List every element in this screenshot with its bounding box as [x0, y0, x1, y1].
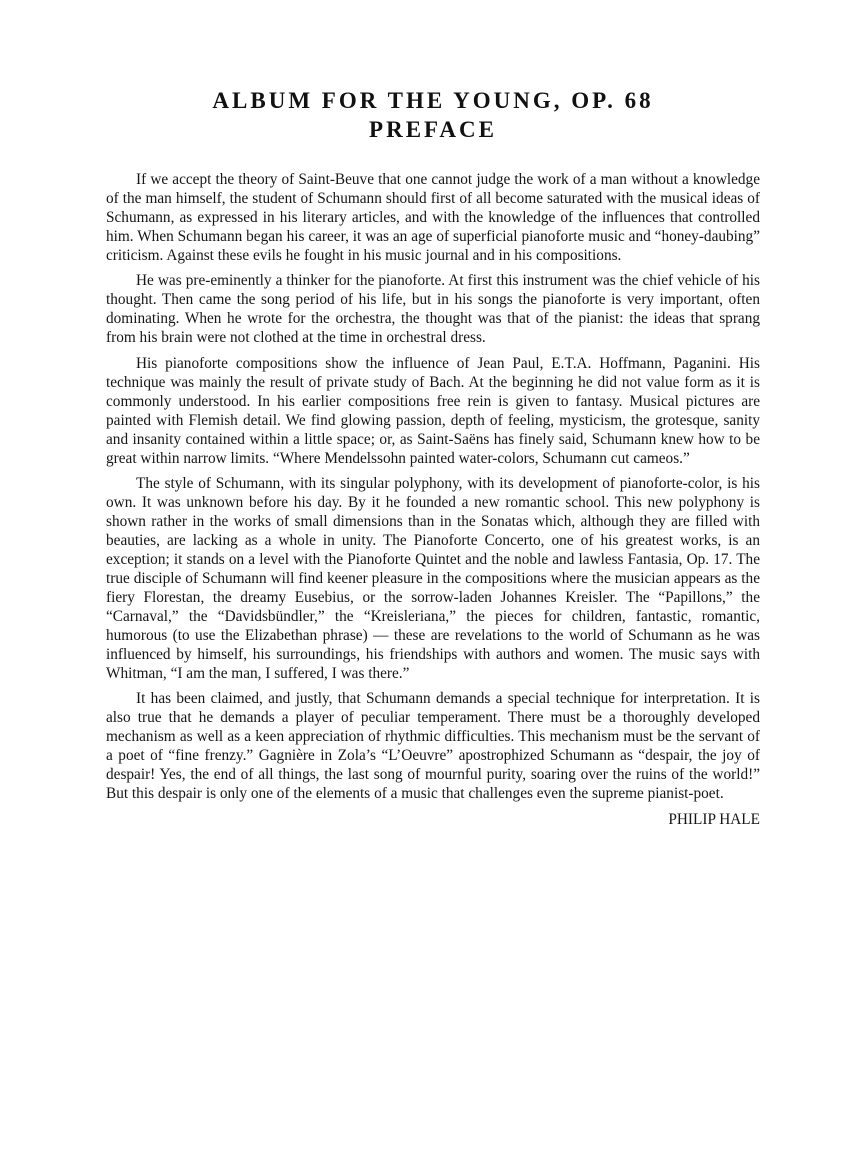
- paragraph-3: His pianoforte compositions show the influence of Jean Paul, E.T.A. Hoffmann, Paganini. His technique was mainly the result of private study of Bach. At the beginning he did not value form as it is commonly understood. In his earlier compositions free rein is given to fantasy. Musical pictures are painted with Flemish detail. We find glowing passion, depth of feeling, mysticism, the grotesque, sanity and insanity contained within a little space; or, as Saint-Saëns has finely said, Schumann knew how to be great within narrow limits. “Where Mendelssohn painted water-colors, Schumann cut cameos.”: [106, 355, 760, 467]
- paragraph-1: If we accept the theory of Saint-Beuve that one cannot judge the work of a man without a knowledge of the man himself, the student of Schumann should first of all become saturated with the musical ideas of Schumann, as expressed in his literary articles, and with the knowledge of the influences that controlled him. When Schumann began his career, it was an age of superficial pianoforte music and “honey-daubing” criticism. Against these evils he fought in his music journal and in his compositions.: [106, 170, 760, 264]
- author-signature: PHILIP HALE: [668, 810, 760, 828]
- paragraph-4: The style of Schumann, with its singular polyphony, with its development of pianoforte-color, is his own. It was unknown before his day. By it he founded a new romantic school. This new polyphony is shown rather in the works of small dimensions than in the Sonatas which, although they are filled with beauties, are lacking as a whole in unity. The Pianoforte Concerto, one of his greatest works, is an exception; it stands on a level with the Pianoforte Quintet and the noble and lawless Fantasia, Op. 17. The true disciple of Schumann will find keener pleasure in the compositions where the musician appears as the fiery Florestan, the dreamy Eusebius, or the sorrow-laden Johannes Kreisler. The “Papillons,” the “Carnaval,” the “Davidsbündler,” the “Kreisleriana,” the pieces for children, fantastic, romantic, humorous (to use the Elizabethan phrase) — these are revelations to the world of Schumann as he was influenced by himself, his surroundings, his friendships with authors and women. The music says with Whitman, “I am the man, I suffered, I was there.”: [106, 475, 760, 682]
- title-line-main: ALBUM FOR THE YOUNG, OP. 68: [212, 88, 654, 113]
- paragraph-2: He was pre-eminently a thinker for the pianoforte. At first this instrument was the chief vehicle of his thought. Then came the song period of his life, but in his songs the pianoforte is very important, often dominating. When he wrote for the orchestra, the thought was that of the pianist: the ideas that sprang from his brain were not clothed at the time in orchestral dress.: [106, 272, 760, 347]
- title-line-preface: PREFACE: [369, 117, 497, 143]
- page-title: [106, 86, 760, 145]
- paragraph-5: It has been claimed, and justly, that Schumann demands a special technique for interpretation. It is also true that he demands a player of peculiar temperament. There must be a thoroughly developed mechanism as well as a keen appreciation of rhythmic difficulties. This mechanism must be the servant of a poet of “fine frenzy.” Gagnière in Zola’s “L’Oeuvre” apostrophized Schumann as “despair, the joy of despair! Yes, the end of all things, the last song of mournful purity, soaring over the ruins of the world!” But this despair is only one of the elements of a music that challenges even the supreme pianist-poet.: [106, 690, 760, 802]
